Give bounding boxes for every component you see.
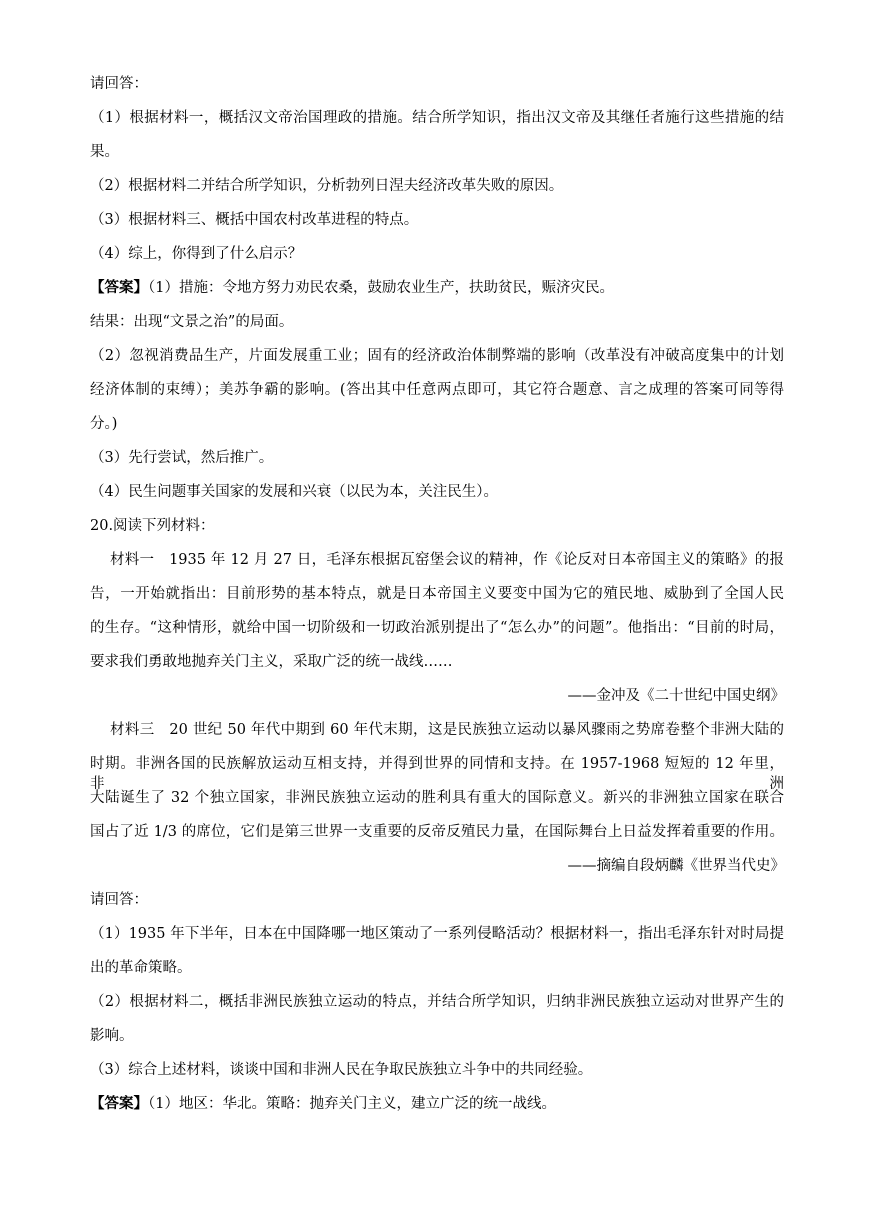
material-3-line-1: 材料三 20 世纪 50 年代中期到 60 年代末期，这是民族独立运动以暴风骤雨之势席卷整个非洲大陆的 bbox=[110, 722, 784, 738]
question-3: （3）根据材料三、概括中国农村改革进程的特点。 bbox=[90, 212, 419, 228]
answer-1-text: （1）措施：令地方努力劝民农桑，鼓励农业生产，扶助贫民，赈济灾民。 bbox=[148, 280, 614, 296]
question-20-1: （1）1935 年下半年，日本在中国降哪一地区策动了一系列侵略活动？根据材料一，指出毛泽东针对时局提 bbox=[90, 926, 784, 942]
material-1-line-2: 告，一开始就指出：目前形势的基本特点，就是日本帝国主义要变中国为它的殖民地、威胁到了全国人民 bbox=[90, 586, 784, 602]
question-20-1-cont: 出的革命策略。 bbox=[90, 960, 192, 976]
answer-2-end: 分。) bbox=[90, 416, 118, 432]
material-3-line-3: 大陆诞生了 32 个独立国家，非洲民族独立运动的胜利具有重大的国际意义。新兴的非洲独立国家在联合 bbox=[90, 790, 784, 806]
question-1-cont: 果。 bbox=[90, 144, 119, 160]
answer-2: （2）忽视消费品生产，片面发展重工业；固有的经济政治体制弊端的影响（改革没有冲破高度集中的计划 bbox=[90, 348, 784, 364]
material-1-source: ——金冲及《二十世纪中国史纲》 bbox=[567, 688, 785, 704]
answer-label: 【答案】 bbox=[90, 1095, 148, 1112]
material-3-line-2: 时期。非洲各国的民族解放运动互相支持，并得到世界的同情和支持。在 1957-1968 短短的 12 年里，非洲 bbox=[90, 756, 784, 792]
question-20-heading: 20.阅读下列材料： bbox=[90, 518, 215, 534]
question-20-2: （2）根据材料二，概括非洲民族独立运动的特点，并结合所学知识，归纳非洲民族独立运动对世界产生的 bbox=[90, 994, 784, 1010]
question-prompt: 请回答： bbox=[90, 76, 148, 92]
question-20-prompt: 请回答： bbox=[90, 892, 148, 908]
answer-4: （4）民生问题事关国家的发展和兴衰（以民为本，关注民生）。 bbox=[90, 484, 498, 500]
material-3-source: ——摘编自段炳麟《世界当代史》 bbox=[567, 858, 785, 874]
answer-label: 【答案】 bbox=[90, 279, 148, 296]
answer-3: （3）先行尝试，然后推广。 bbox=[90, 450, 274, 466]
question-2: （2）根据材料二并结合所学知识，分析勃列日涅夫经济改革失败的原因。 bbox=[90, 178, 564, 194]
material-3-line-4: 国占了近 1/3 的席位，它们是第三世界一支重要的反帝反殖民力量，在国际舞台上日益发挥着重要的作用。 bbox=[90, 824, 784, 840]
material-1-line-3: 的生存。“这种情形，就给中国一切阶级和一切政治派别提出了“怎么办”的问题”。他指出：“目前的时局， bbox=[90, 620, 784, 636]
question-1: （1）根据材料一，概括汉文帝治国理政的措施。结合所学知识，指出汉文帝及其继任者施行这些措施的结 bbox=[90, 110, 784, 126]
question-20-3: （3）综合上述材料，谈谈中国和非洲人民在争取民族独立斗争中的共同经验。 bbox=[90, 1062, 593, 1078]
material-1-line-4: 要求我们勇敢地抛弃关门主义，采取广泛的统一战线…… bbox=[90, 654, 453, 670]
material-1-line-1: 材料一 1935 年 12 月 27 日，毛泽东根据瓦窑堡会议的精神，作《论反对日本帝国主义的策略》的报 bbox=[110, 552, 784, 568]
answer-1-result: 结果：出现“文景之治”的局面。 bbox=[90, 314, 294, 330]
question-20-2-cont: 影响。 bbox=[90, 1028, 134, 1044]
answer-2-cont: 经济体制的束缚）；美苏争霸的影响。(答出其中任意两点即可，其它符合题意、言之成理的答案可同等得 bbox=[90, 382, 784, 398]
answer-20-1 bbox=[90, 1094, 556, 1114]
answer-20-1-text: （1）地区：华北。策略：抛弃关门主义，建立广泛的统一战线。 bbox=[148, 1096, 556, 1112]
question-4: （4）综上，你得到了什么启示？ bbox=[90, 246, 303, 262]
answer-1 bbox=[90, 278, 614, 298]
